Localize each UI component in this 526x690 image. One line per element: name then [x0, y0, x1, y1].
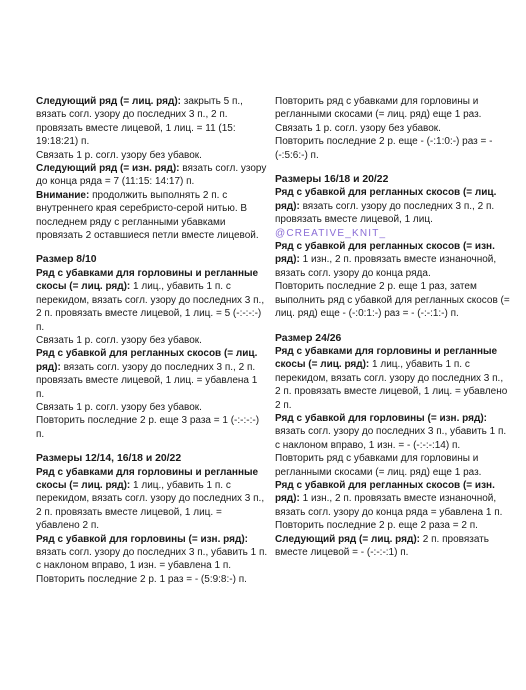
- instruction-text: продолжить выполнять 2 п. с внутреннего края серебристо-серой нитью. В последнем ряду с регланными убавками провязать 2 оставшиеся петли вместе лицевой.: [36, 189, 259, 242]
- instruction-paragraph: [36, 267, 268, 334]
- instruction-text: Связать 1 р. согл. узору без убавок.: [36, 334, 202, 346]
- section-gap: [275, 321, 511, 332]
- row-label: Следующий ряд (= лиц. ряд):: [275, 533, 420, 545]
- section-gap: [275, 162, 511, 173]
- instruction-text: Повторить последние 2 р. 1 раз = - (5:9:8:-) п.: [36, 573, 247, 585]
- instruction-paragraph: [36, 347, 268, 401]
- instruction-text: 1 лиц., убавить 1 п. с перекидом, вязать согл. узору до последних 3 п., 2 п. провязать вместе лицевой, 1 лиц. = убавлено 2 п.: [275, 359, 508, 411]
- instruction-paragraph: [36, 189, 268, 243]
- heading-text: Размер 8/10: [36, 254, 97, 266]
- row-label: Ряд с убавкой для регланных скосов (= изн. ряд):: [275, 241, 495, 266]
- row-label: Ряд с убавкой для регланных скосов (= лиц. ряд):: [275, 187, 497, 212]
- row-label: Ряд с убавкой для горловины (= изн. ряд):: [36, 533, 248, 545]
- instruction-text: Связать 1 р. согл. узору без убавок.: [36, 149, 202, 161]
- instruction-text: закрыть 5 п., вязать согл. узору до последних 3 п., 2 п. провязать вместе лицевой, 1 лиц. = 11 (15: 19:18:21) п.: [36, 96, 243, 148]
- instruction-text: Повторить последние 2 р. еще - (-:1:0:-) раз = - (-:5:6:-) п.: [275, 136, 493, 161]
- section-heading: [275, 173, 511, 186]
- left-column: [36, 95, 268, 586]
- instruction-paragraph: [275, 519, 511, 532]
- instruction-text: 1 изн., 2 п. провязать вместе изнаночной, вязать согл. узору до конца ряда.: [275, 254, 497, 279]
- instruction-text: вязать согл. узору до последних 3 п., убавить 1 п. с наклоном вправо, 1 изн. = - (-:-:-:14) п.: [275, 426, 507, 451]
- instruction-text: вязать согл. узору до конца ряда = 7 (11:15: 14:17) п.: [36, 163, 267, 188]
- instruction-paragraph: [36, 401, 268, 414]
- instruction-text: вязать согл. узору до последних 3 п., 2 п. провязать вместе лицевой, 1 лиц.: [275, 200, 495, 226]
- watermark-text: @CREATIVE_KNIT_: [275, 227, 387, 239]
- instruction-paragraph: [36, 573, 268, 586]
- section-gap: [36, 441, 268, 452]
- instruction-paragraph: [275, 280, 511, 320]
- row-label: Ряд с убавкой для регланных скосов (= изн. ряд):: [275, 479, 495, 505]
- instruction-paragraph: [275, 452, 511, 479]
- instruction-paragraph: [275, 186, 511, 240]
- row-label: Ряд с убавкой для регланных скосов (= лиц. ряд):: [36, 348, 258, 373]
- instruction-paragraph: [275, 135, 511, 162]
- section-heading: [36, 452, 268, 465]
- instruction-text: вязать согл. узору до последних 3 п., убавить 1 п. с наклоном вправо, 1 изн. = убавлена 1 п.: [36, 547, 268, 572]
- instruction-text: Связать 1 р. согл. узору без убавок.: [275, 122, 441, 134]
- section-gap: [36, 242, 268, 253]
- instruction-paragraph: [36, 466, 268, 533]
- instruction-text: 1 лиц., убавить 1 п. с перекидом, вязать согл. узору до последних 3 п., 2 п. провязать вместе лицевой, 1 лиц. = 5 (-:-:-:-) п.: [36, 281, 265, 333]
- instruction-paragraph: [275, 533, 511, 560]
- instruction-text: Повторить последние 2 р. еще 2 раза = 2 п.: [275, 520, 478, 532]
- heading-text: Размер 24/26: [275, 332, 342, 344]
- instruction-text: 1 лиц., убавить 1 п. с перекидом, вязать согл. узору до последних 3 п., 2 п. провязать вместе лицевой, 1 лиц. = убавлено 2 п.: [36, 479, 265, 532]
- instruction-text: Связать 1 р. согл. узору без убавок.: [36, 401, 202, 413]
- instruction-text: Повторить последние 2 р. еще 3 раза = 1 (-:-:-:-) п.: [36, 415, 260, 440]
- instruction-paragraph: [36, 414, 268, 441]
- instruction-paragraph: [36, 162, 268, 189]
- instruction-paragraph: [275, 240, 511, 280]
- instruction-paragraph: [275, 95, 511, 122]
- row-label: Ряд с убавками для горловины и регланные скосы (= лиц. ряд):: [36, 267, 259, 293]
- instruction-text: 1 изн., 2 п. провязать вместе изнаночной, вязать согл. узору до конца ряда = убавлена 1 п.: [275, 493, 503, 518]
- instruction-text: Повторить ряд с убавками для горловины и регланными скосами (= лиц. ряд) еще 1 раз.: [275, 96, 482, 121]
- instruction-paragraph: [36, 95, 268, 149]
- heading-text: Размеры 12/14, 16/18 и 20/22: [36, 453, 182, 465]
- instruction-paragraph: [275, 479, 511, 519]
- section-heading: [36, 253, 268, 266]
- right-column: [275, 95, 511, 559]
- row-label: Ряд с убавками для горловины и регланные скосы (= лиц. ряд):: [275, 345, 498, 371]
- heading-text: Размеры 16/18 и 20/22: [275, 174, 389, 186]
- row-label: Внимание:: [36, 189, 90, 201]
- instruction-paragraph: [275, 122, 511, 135]
- row-label: Ряд с убавкой для горловины (= изн. ряд):: [275, 412, 487, 424]
- instruction-text: вязать согл. узору до последних 3 п., 2 п. провязать вместе лицевой, 1 лиц. = убавлена 1 п.: [36, 361, 258, 400]
- section-heading: [275, 332, 511, 345]
- instruction-paragraph: [36, 149, 268, 162]
- instruction-paragraph: [275, 345, 511, 412]
- instruction-paragraph: [275, 412, 511, 452]
- instruction-text: Повторить последние 2 р. еще 1 раз, затем выполнить ряд с убавкой для регланных скосов (= лиц. ряд) еще - (-:0:1:-) раз = - (-:-:1:-) п.: [275, 281, 510, 320]
- row-label: Следующий ряд (= лиц. ряд):: [36, 96, 181, 107]
- instruction-paragraph: [36, 334, 268, 347]
- instruction-text: 2 п. провязать вместе лицевой = - (-:-:-:1) п.: [275, 533, 489, 558]
- instruction-paragraph: [36, 533, 268, 573]
- row-label: Ряд с убавками для горловины и регланные скосы (= лиц. ряд):: [36, 466, 259, 491]
- row-label: Следующий ряд (= изн. ряд):: [36, 163, 180, 175]
- instruction-text: Повторить ряд с убавками для горловины и регланными скосами (= лиц. ряд) еще 1 раз.: [275, 453, 482, 478]
